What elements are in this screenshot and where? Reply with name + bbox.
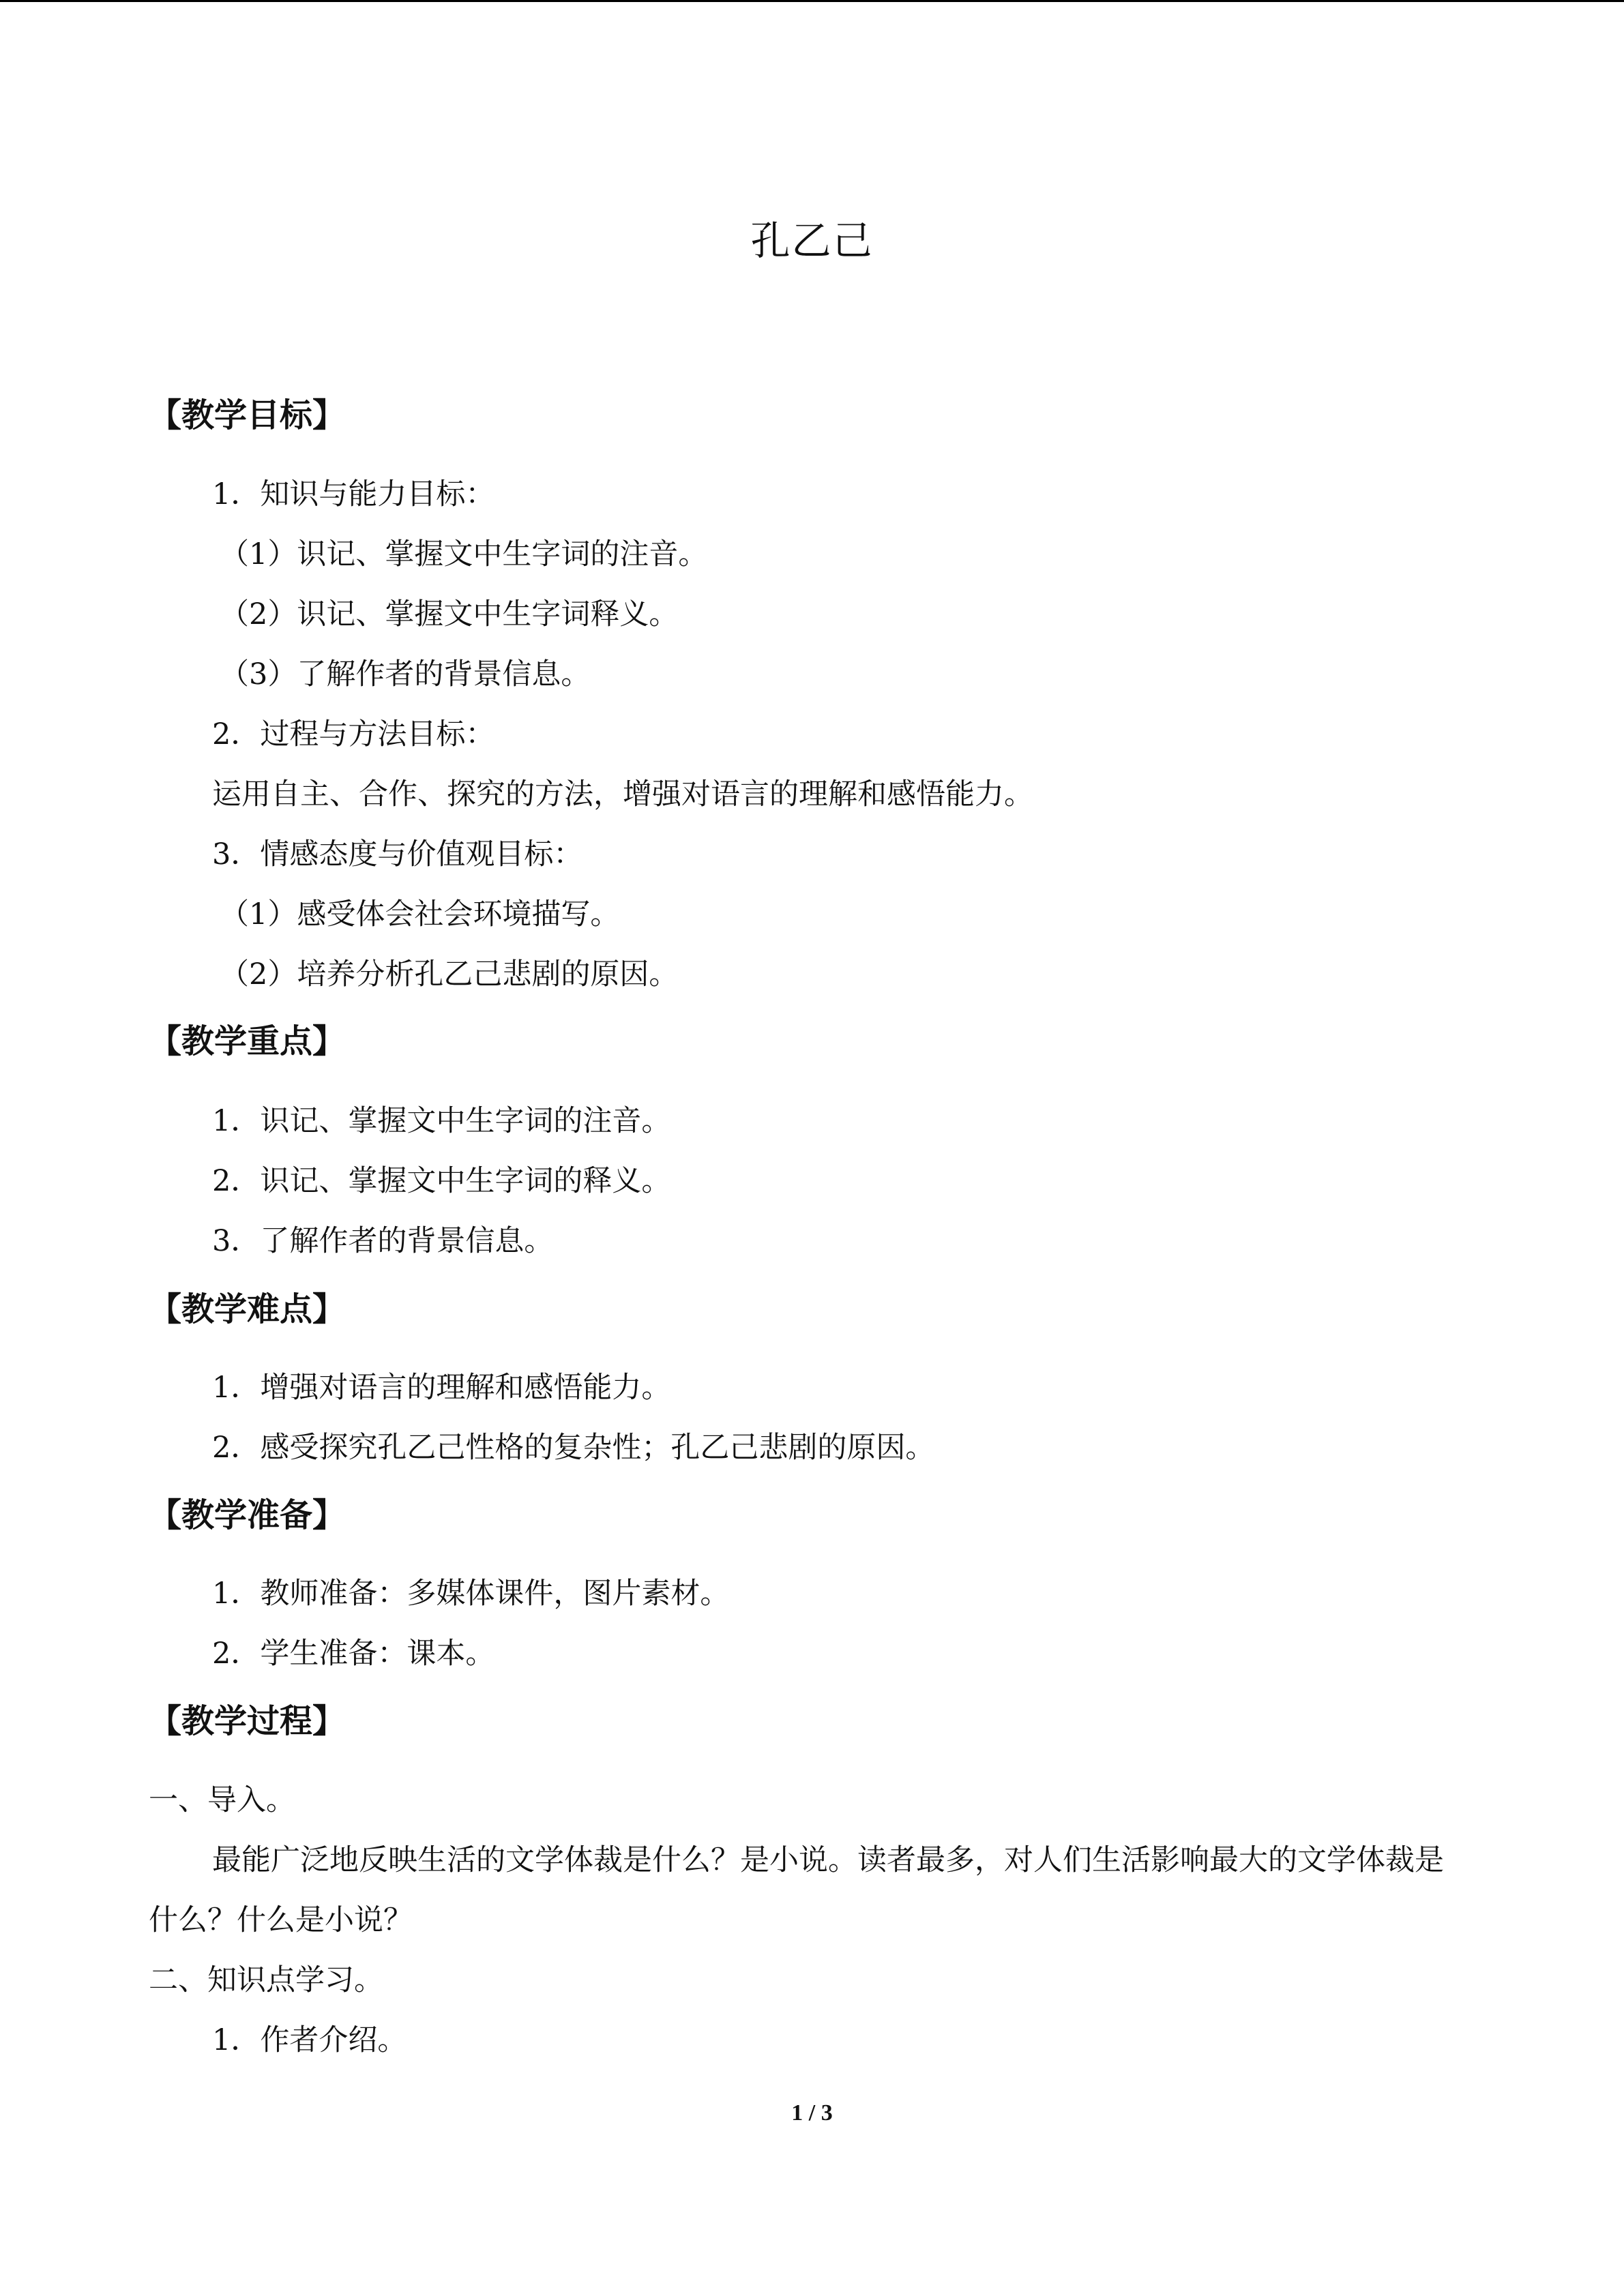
difficulty-item: 2．感受探究孔乙己性格的复杂性；孔乙己悲剧的原因。 [212,1431,935,1465]
objective-item: 3．情感态度与价值观目标： [212,837,583,871]
objective-item: （1）识记、掌握文中生字词的注音。 [220,537,708,571]
preparation-item: 1．教师准备：多媒体课件，图片素材。 [212,1577,730,1611]
objective-item: 2．过程与方法目标： [212,717,495,751]
difficulty-item: 1．增强对语言的理解和感悟能力。 [212,1371,671,1405]
top-border-rule [0,0,1624,2]
section-heading-objectives: 【教学目标】 [149,396,346,434]
section-heading-difficulties: 【教学难点】 [149,1290,346,1328]
process-step-heading: 一、导入。 [149,1783,295,1817]
objective-item: 1．知识与能力目标： [212,477,495,511]
objective-item: 运用自主、合作、探究的方法，增强对语言的理解和感悟能力。 [212,777,1033,811]
objective-item: （2）培养分析孔乙己悲剧的原因。 [220,957,679,992]
process-step-heading: 二、知识点学习。 [149,1963,383,1997]
process-paragraph: 最能广泛地反映生活的文学体裁是什么？是小说。读者最多，对人们生活影响最大的文学体裁是什么？什么是小说？ [149,1843,1444,1937]
section-heading-key-points: 【教学重点】 [149,1022,346,1060]
objective-item: （3）了解作者的背景信息。 [220,657,591,691]
section-heading-process: 【教学过程】 [149,1702,346,1740]
page-number: 1 / 3 [791,2100,833,2126]
key-point-item: 3．了解作者的背景信息。 [212,1224,554,1258]
process-sub-item: 1．作者介绍。 [212,2023,407,2057]
document-title: 孔乙己 [750,218,874,264]
objective-item: （1）感受体会社会环境描写。 [220,897,620,931]
key-point-item: 2．识记、掌握文中生字词的释义。 [212,1164,671,1198]
preparation-item: 2．学生准备：课本。 [212,1637,495,1671]
section-heading-preparation: 【教学准备】 [149,1496,346,1534]
objective-item: （2）识记、掌握文中生字词释义。 [220,597,679,631]
key-point-item: 1．识记、掌握文中生字词的注音。 [212,1104,671,1138]
